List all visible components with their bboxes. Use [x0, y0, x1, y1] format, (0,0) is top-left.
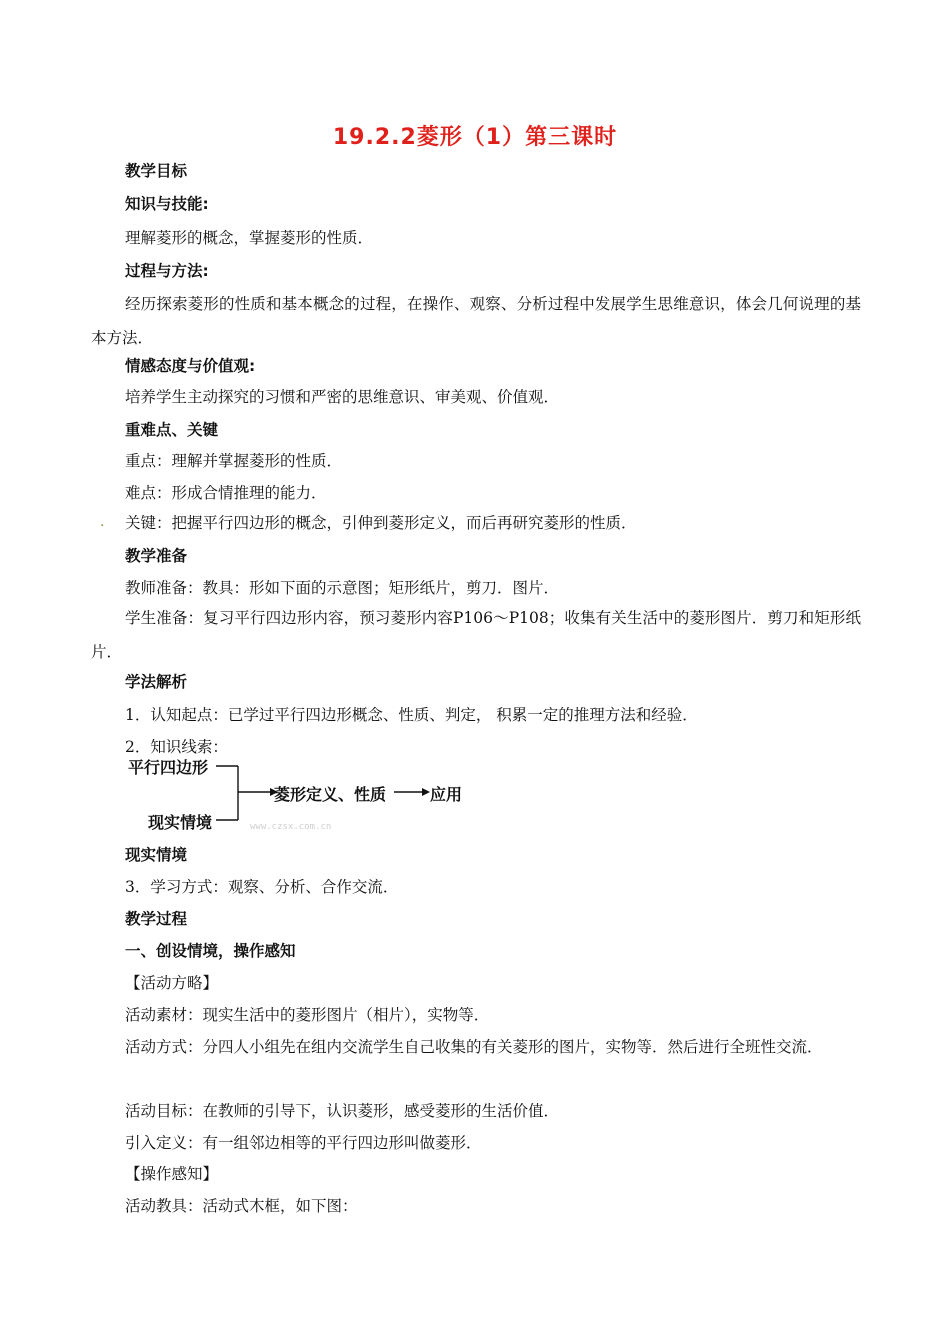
node-reality: 现实情境: [148, 813, 213, 832]
node-rhombus-def: 菱形定义、性质: [274, 785, 387, 804]
key-heading: 重难点、关键: [125, 421, 219, 439]
node-application: 应用: [430, 785, 463, 804]
activity-method: 活动方式：分四人小组先在组内交流学生自己收集的有关菱形的图片，实物等．然后进行全班性交流．: [125, 1038, 823, 1056]
method-item-1: 1．认知起点：已学过平行四边形概念、性质、判定， 积累一定的推理方法和经验．: [125, 706, 698, 724]
definition-text: 引入定义：有一组邻边相等的平行四边形叫做菱形．: [125, 1134, 482, 1152]
activity-tool: 活动教具：活动式木框，如下图：: [125, 1197, 358, 1215]
reality-heading: 现实情境: [125, 846, 188, 864]
watermark-text: www.czsx.com.cn: [250, 822, 332, 832]
activity-goal: 活动目标：在教师的引导下，认识菱形，感受菱形的生活价值．: [125, 1102, 560, 1120]
teaching-process-heading: 教学过程: [125, 910, 188, 928]
operation-heading: 【操作感知】: [125, 1165, 219, 1183]
emotion-text: 培养学生主动探究的习惯和严密的思维意识、审美观、价值观．: [125, 388, 560, 406]
prep-heading: 教学准备: [125, 547, 188, 565]
step1-heading: 一、创设情境，操作感知: [125, 942, 296, 960]
goals-heading: 教学目标: [125, 162, 188, 180]
teacher-prep: 教师准备：教具：形如下面的示意图；矩形纸片，剪刀．图片．: [125, 579, 560, 597]
crux-text: 关键：把握平行四边形的概念，引伸到菱形定义，而后再研究菱形的性质．: [125, 514, 637, 532]
knowledge-heading: 知识与技能:: [125, 195, 209, 213]
node-parallelogram: 平行四边形: [128, 758, 209, 777]
method-item-2: 2．知识线索：: [125, 738, 228, 756]
method-item-3: 3．学习方式：观察、分析、合作交流．: [125, 878, 399, 896]
knowledge-text: 理解菱形的概念，掌握菱形的性质．: [125, 229, 374, 247]
student-prep: 学生准备：复习平行四边形内容，预习菱形内容P106～P108；收集有关生活中的菱形图片．剪刀和矩形纸片．: [91, 609, 861, 661]
page-title: 19.2.2菱形（1）第三课时: [332, 125, 618, 150]
method-heading: 学法解析: [125, 673, 188, 691]
key-point: 重点：理解并掌握菱形的性质．: [125, 452, 343, 470]
difficulty-text: 难点：形成合情推理的能力．: [125, 484, 327, 502]
process-text: 经历探索菱形的性质和基本概念的过程，在操作、观察、分析过程中发展学生思维意识，体会几何说理的基本方法．: [91, 295, 861, 347]
activity-material: 活动素材：现实生活中的菱形图片（相片），实物等．: [125, 1006, 490, 1024]
decorative-dot: .: [100, 514, 105, 530]
activity-strategy: 【活动方略】: [125, 974, 219, 992]
process-heading: 过程与方法:: [125, 262, 209, 280]
emotion-heading: 情感态度与价值观:: [125, 357, 256, 375]
